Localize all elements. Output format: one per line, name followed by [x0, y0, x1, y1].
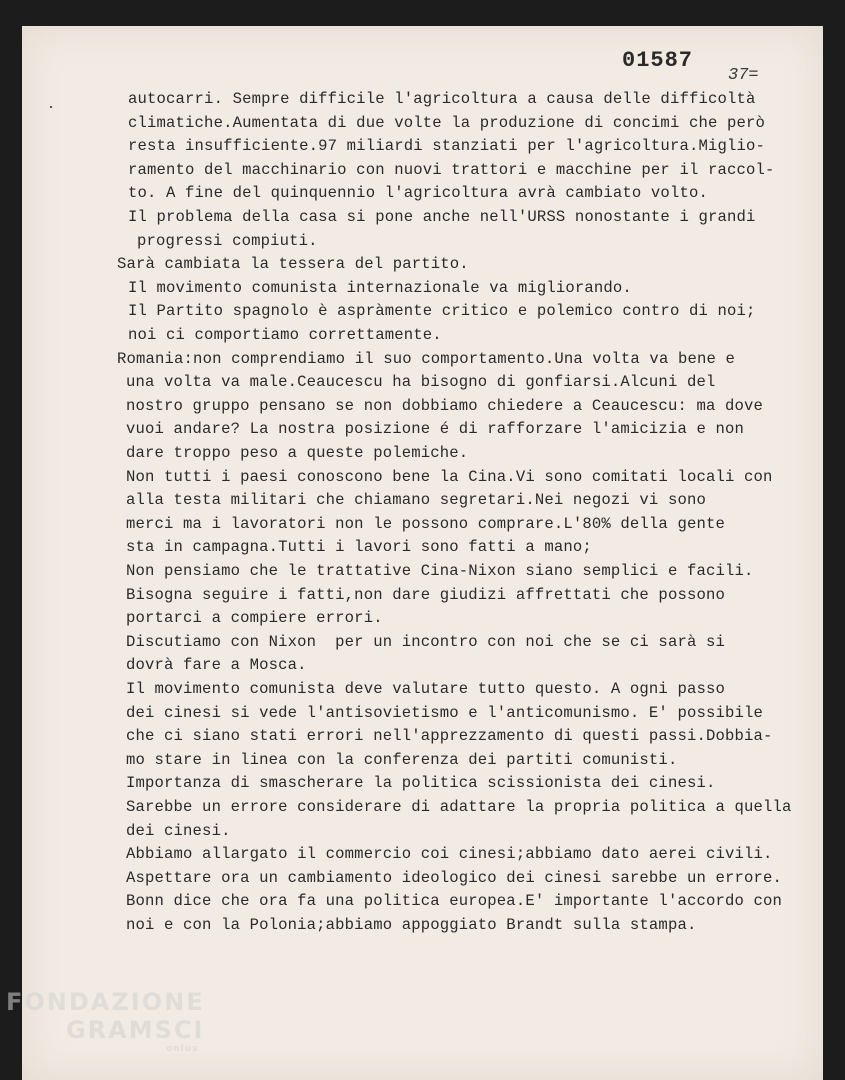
text-line: Bonn dice che ora fa una politica europea.E' importante l'accordo con: [126, 892, 783, 911]
text-line: noi e con la Polonia;abbiamo appoggiato Brandt sulla stampa.: [126, 916, 697, 934]
archive-watermark: [6, 988, 205, 1054]
text-line: Il Partito spagnolo è aspràmente critico e polemico contro di noi;: [128, 302, 756, 321]
text-line: che ci siano stati errori nell'apprezzamento di questi passi.Dobbia-: [126, 727, 773, 746]
text-line: alla testa militari che chiamano segretari.Nei negozi vi sono: [126, 491, 706, 510]
text-line: nostro gruppo pensano se non dobbiamo chiedere a Ceaucescu: ma dove: [126, 396, 764, 415]
text-line: climatiche.Aumentata di due volte la produzione di concimi che però: [128, 113, 766, 132]
watermark-line-2: GRAMSCI: [66, 1016, 205, 1044]
text-line: sta in campagna.Tutti i lavori sono fatti a mano;: [126, 538, 592, 557]
text-line: noi ci comportiamo correttamente.: [128, 326, 442, 344]
text-line: dovrà fare a Mosca.: [126, 656, 307, 675]
text-line: resta insufficiente.97 miliardi stanziati per l'agricoltura.Miglio-: [128, 137, 766, 156]
text-line: una volta va male.Ceaucescu ha bisogno di gonfiarsi.Alcuni del: [126, 373, 716, 392]
text-line: Il movimento comunista internazionale va migliorando.: [128, 278, 632, 297]
text-line: Sarà cambiata la tessera del partito.: [117, 255, 469, 274]
text-line: dei cinesi si vede l'antisovietismo e l'anticomunismo. E' possibile: [126, 703, 764, 722]
text-line: Non tutti i paesi conoscono bene la Cina.Vi sono comitati locali con: [126, 467, 773, 486]
text-line: Discutiamo con Nixon per un incontro con noi che se ci sarà si: [126, 632, 725, 651]
text-line: vuoi andare? La nostra posizione é di rafforzare l'amicizia e non: [126, 420, 745, 439]
text-line: ramento del macchinario con nuovi trattori e macchine per il raccol-: [128, 160, 775, 179]
text-line: Importanza di smascherare la politica scissionista dei cinesi.: [126, 774, 716, 793]
text-line: Romania:non comprendiamo il suo comportamento.Una volta va bene e: [117, 349, 736, 368]
document-page: [22, 26, 823, 1080]
margin-dot: [50, 106, 52, 108]
text-line: Il problema della casa si pone anche nell'URSS nonostante i grandi: [128, 208, 756, 226]
watermark-line-1: FONDAZIONE: [6, 988, 205, 1016]
text-line: dare troppo peso a queste polemiche.: [126, 444, 469, 462]
text-line: Aspettare ora un cambiamento ideologico dei cinesi sarebbe un errore.: [126, 868, 783, 887]
handwritten-page-mark: 37=: [728, 66, 759, 85]
document-number: 01587: [622, 48, 694, 73]
text-line: Abbiamo allargato il commercio coi cinesi;abbiamo dato aerei civili.: [126, 845, 773, 864]
text-line: portarci a compiere errori.: [126, 609, 383, 628]
text-line: Il movimento comunista deve valutare tutto questo. A ogni passo: [126, 680, 725, 698]
text-line: dei cinesi.: [126, 821, 231, 840]
text-line: Bisogna seguire i fatti,non dare giudizi affrettati che possono: [126, 585, 725, 604]
text-line: Sarebbe un errore considerare di adattare la propria politica a quella: [126, 798, 792, 816]
text-line: to. A fine del quinquennio l'agricoltura avrà cambiato volto.: [128, 184, 708, 203]
text-line: progressi compiuti.: [137, 231, 318, 250]
text-line: autocarri. Sempre difficile l'agricoltura a causa delle difficoltà: [128, 90, 756, 108]
watermark-line-3: onlus: [166, 1044, 199, 1054]
text-line: mo stare in linea con la conferenza dei partiti comunisti.: [126, 750, 678, 769]
text-line: merci ma i lavoratori non le possono comprare.L'80% della gente: [126, 514, 725, 533]
text-line: Non pensiamo che le trattative Cina-Nixon siano semplici e facili.: [126, 562, 754, 580]
